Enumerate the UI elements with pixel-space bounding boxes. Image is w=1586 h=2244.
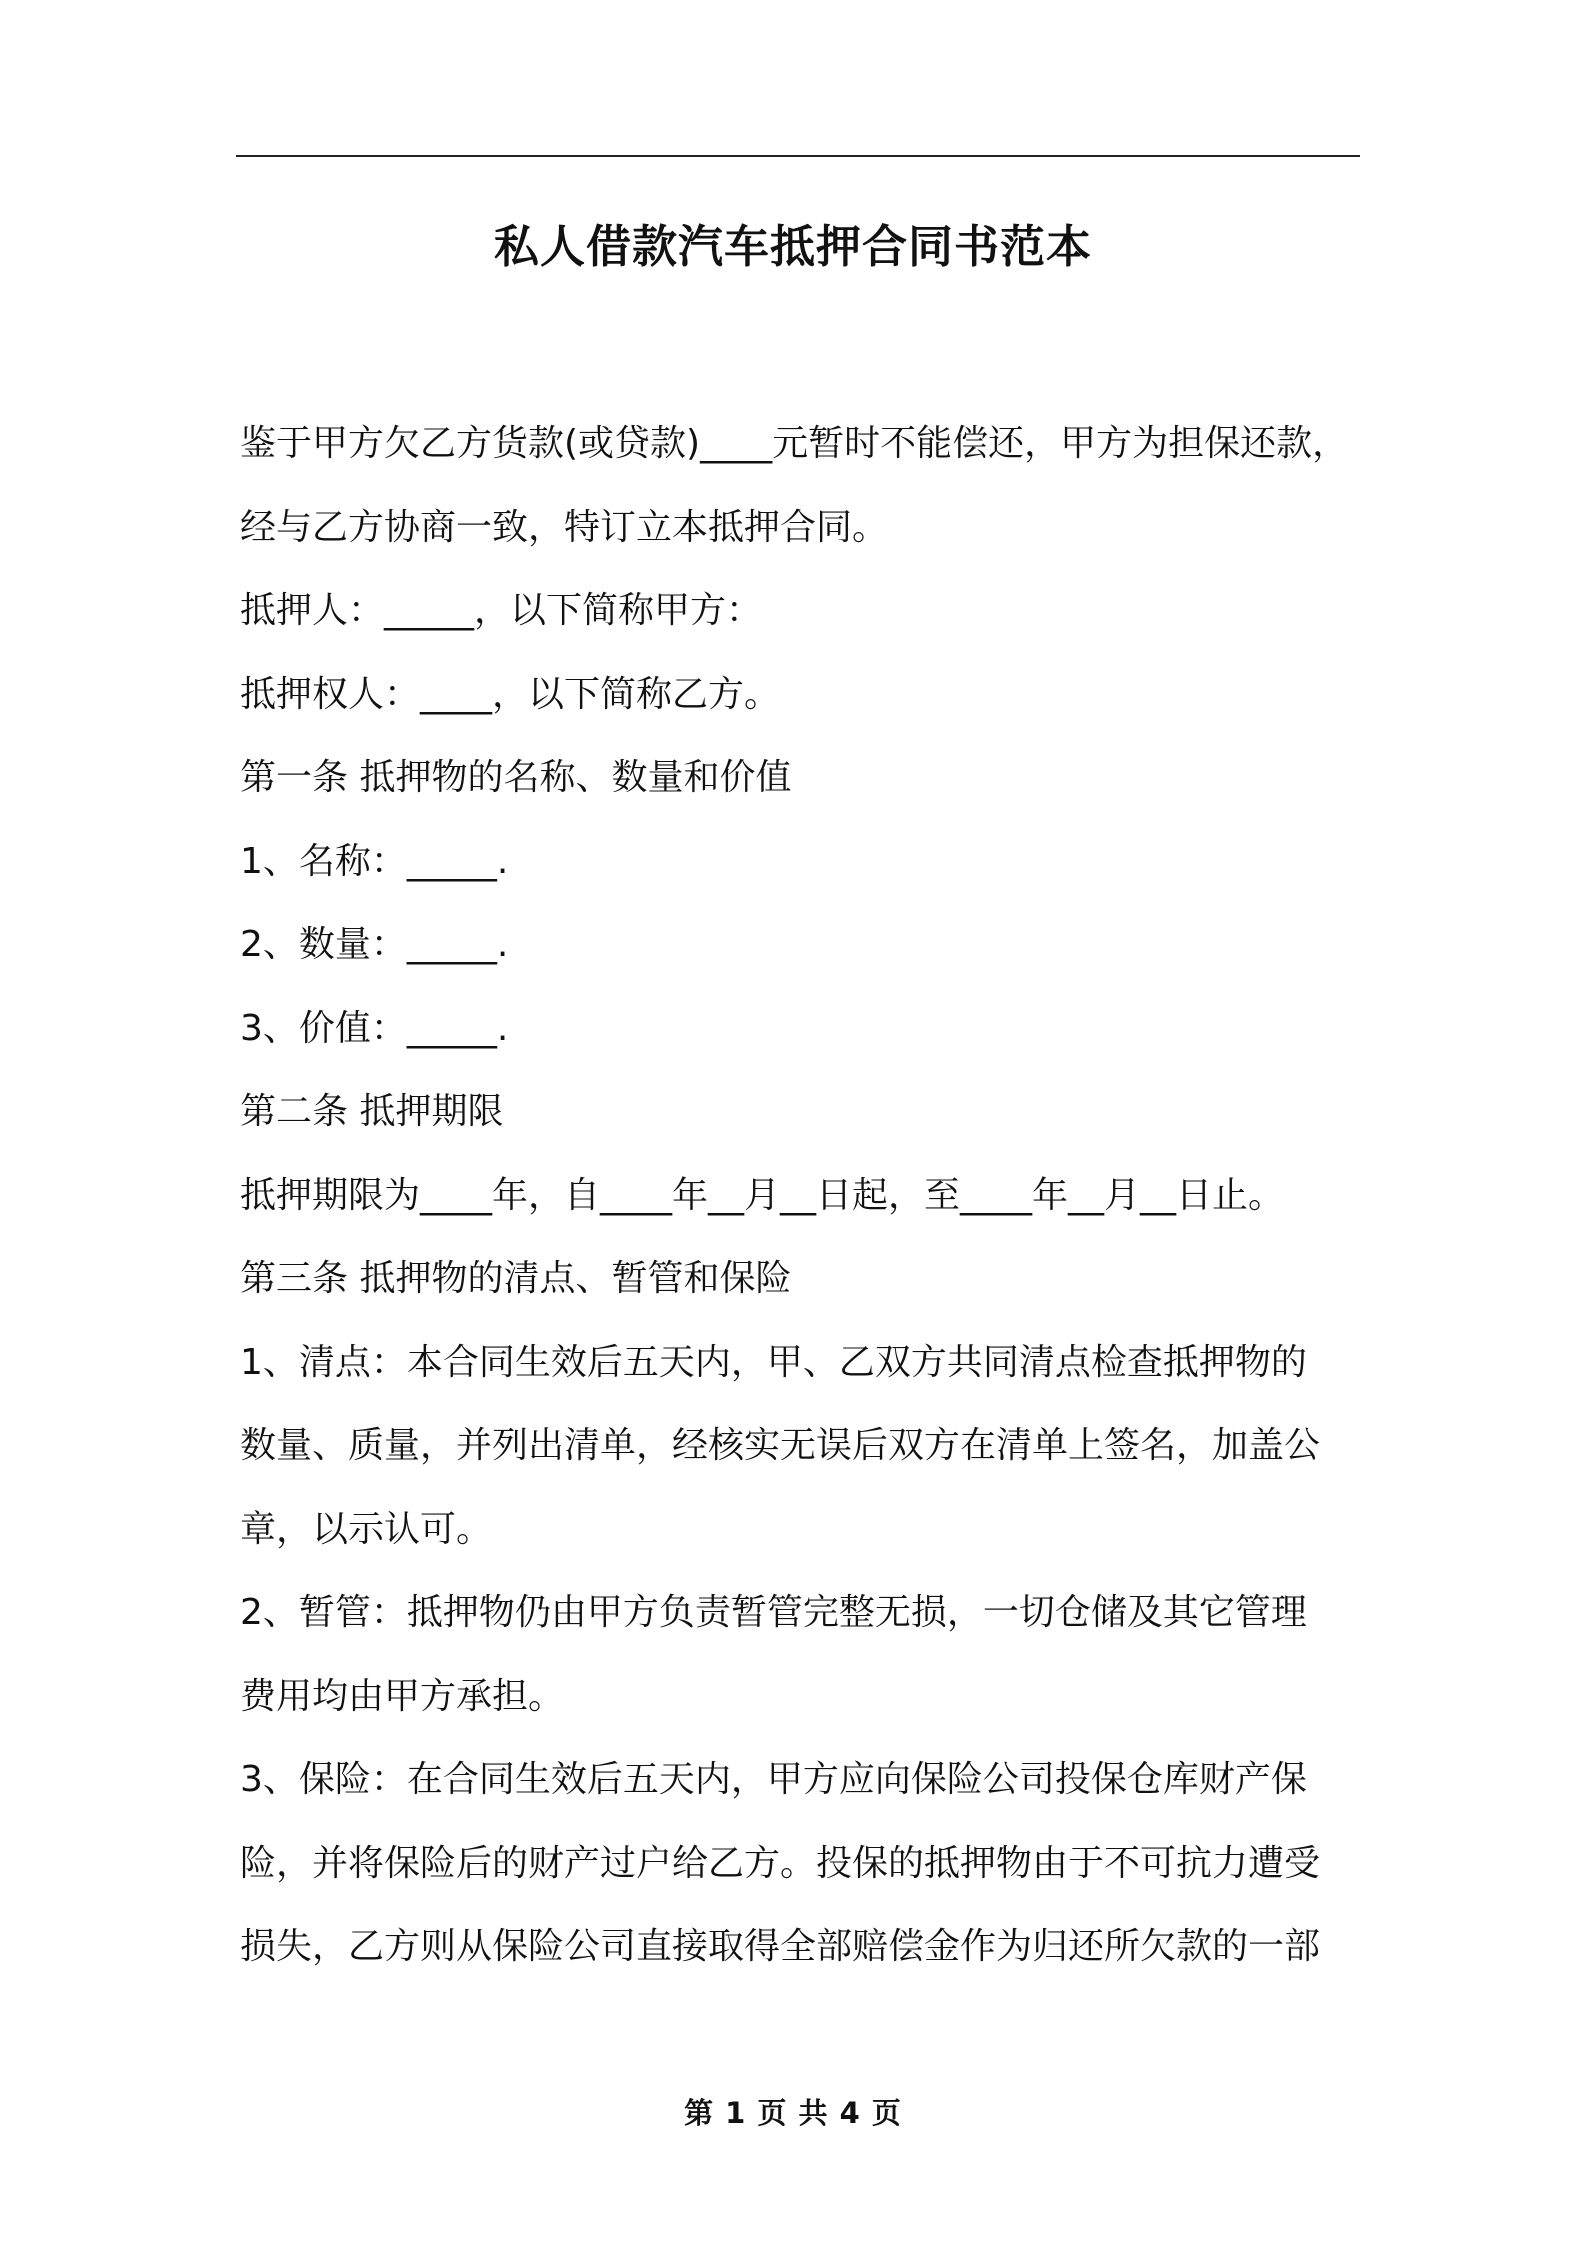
- section-heading: 第一条 抵押物的名称、数量和价值: [240, 757, 792, 798]
- body-line: 费用均由甲方承担。: [240, 1675, 565, 1717]
- body-line: 经与乙方协商一致，特订立本抵押合同。: [240, 506, 889, 548]
- section-heading: 第二条 抵押期限: [240, 1091, 504, 1132]
- page-number: 第 1 页 共 4 页: [684, 2096, 902, 2130]
- document-body: [240, 402, 1360, 1989]
- body-line: 3、价值：_____.: [240, 1007, 509, 1049]
- body-line: 1、名称：_____.: [240, 840, 509, 882]
- body-line: 1、清点：本合同生效后五天内，甲、乙双方共同清点检查抵押物的: [240, 1341, 1307, 1383]
- section-heading: 第三条 抵押物的清点、暂管和保险: [240, 1258, 792, 1299]
- body-line: 抵押权人：____，以下简称乙方。: [240, 673, 781, 715]
- body-line: 2、暂管：抵押物仍由甲方负责暂管完整无损，一切仓储及其它管理: [240, 1592, 1307, 1633]
- body-line: 2、数量：_____.: [240, 924, 509, 965]
- body-line: 章，以示认可。: [240, 1508, 493, 1550]
- body-line: 抵押期限为____年，自____年__月__日起，至____年__月__日止。: [240, 1174, 1285, 1216]
- body-line: 数量、质量，并列出清单，经核实无误后双方在清单上签名，加盖公: [240, 1425, 1321, 1466]
- header-rule: [236, 155, 1360, 157]
- body-line: 鉴于甲方欠乙方货款(或贷款)____元暂时不能偿还，甲方为担保还款，: [240, 423, 1349, 464]
- body-line: 3、保险：在合同生效后五天内，甲方应向保险公司投保仓库财产保: [240, 1759, 1307, 1800]
- body-line: 损失，乙方则从保险公司直接取得全部赔偿金作为归还所欠款的一部: [240, 1926, 1321, 1967]
- document-title: 私人借款汽车抵押合同书范本: [493, 220, 1092, 273]
- body-line: 抵押人：_____，以下简称甲方：: [240, 590, 763, 631]
- body-line: 险，并将保险后的财产过户给乙方。投保的抵押物由于不可抗力遭受: [240, 1842, 1321, 1884]
